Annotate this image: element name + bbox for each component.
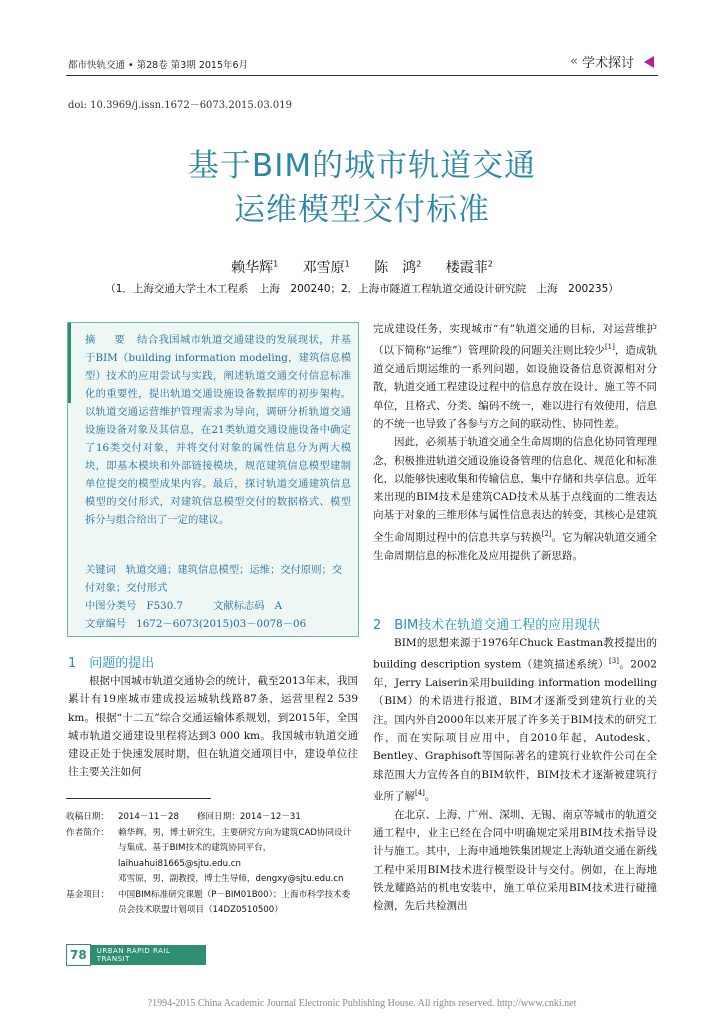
- title-line-2: 运维模型交付标准: [234, 192, 490, 228]
- class-value: F530.7: [146, 600, 184, 612]
- article-label: 文章编号: [85, 618, 127, 630]
- journal-english-name: URBAN RAPID RAIL TRANSIT: [96, 947, 171, 963]
- paragraph: BIM的思想来源于1976年Chuck Eastman教授提出的building description system（建筑描述系统）[3]。2002年，Jerry Laiserin采用building information modelling（BIM）的术语进行报道，BIM才逐渐受到建筑行业的关注。国内外自2000年以来开展了许多关于BIM技术的研究工作，而在实际项目应用中，自2010年起，Autodesk、Bentley、Graphisoft等国际著名的建筑行业软件公司在全球范围大力宣传各自的BIM软件，BIM技术才逐渐被建筑行业所了解[4]。: [373, 637, 657, 803]
- class-label: 中图分类号: [85, 600, 137, 612]
- double-chevron-icon: «: [570, 54, 578, 69]
- title-line-1: 基于BIM的城市轨道交通: [187, 148, 537, 184]
- author: 楼霞菲$^2$: [445, 259, 493, 276]
- article-value: 1672－6073(2015)03－0078－06: [136, 618, 307, 630]
- doc-code-value: A: [274, 600, 283, 612]
- author: 邓雪原$^1$: [302, 259, 350, 276]
- right-column-part-1: [373, 320, 657, 565]
- abstract-box: [67, 322, 359, 637]
- paragraph: 根据中国城市轨道交通协会的统计，截至2013年末，我国累计有19座城市建成投运城轨线路87条，运营里程2 539 km。根据“十二五”综合交通运输体系规划，到2015年，全国城市轨道交通建设里程将达到3 000 km。我国城市轨道交通建设正处于快速发展时期，但在轨道交通项目中，建设单位往往主要关注如何: [68, 675, 358, 779]
- author-bio-row: 作者简介： 赖华辉，男，博士研究生，主要研究方向为建筑CAD协同设计与集成、基于BIM技术的建筑协同平台，laihuahui81665@sjtu.edu.cn: [66, 827, 352, 869]
- author-list: [0, 257, 724, 277]
- paragraph: 因此，必须基于轨道交通全生命周期的信息化协同管理理念，积极推进轨道交通设施设备管理的信息化、规范化和标准化，以能够快速收集和传输信息，集中存储和共享信息。近年来出现的BIM技术是建筑CAD技术从基于点线面的二维表达向基于对象的三维形体与属性信息表达的转变，其核心是建筑全生命周期过程中的信息共享与转换[2]。它为解决轨道交通全生命周期信息的标准化及应用提供了新思路。: [373, 436, 658, 562]
- paragraph: 在北京、上海、广州、深圳、无锡、南京等城市的轨道交通工程中，业主已经在合同中明确规定采用BIM技术指导设计与施工。其中，上海申通地铁集团规定上海轨道交通在新线工程中采用BIM技术进行模型设计与交付。例如，在上海地铁龙耀路站的机电安装中，施工单位采用BIM技术进行碰撞检测，先后共检测出: [373, 808, 657, 913]
- right-column-part-2: [373, 634, 657, 915]
- doi: doi: 10.3969/j.issn.1672－6073.2015.03.019: [68, 100, 292, 111]
- keywords: [85, 561, 351, 597]
- footnote-rule: [66, 798, 211, 799]
- author-bio-row-2: 邓雪原，男，副教授，博士生导师，dengxy@sjtu.edu.cn: [118, 874, 344, 884]
- classification: [85, 597, 351, 615]
- footnotes: [66, 810, 358, 919]
- received-row: 收稿日期： 2014－11－28 修回日期： 2014－12－31: [66, 812, 301, 822]
- abstract-text: [85, 331, 351, 529]
- author: 赖华辉$^1$: [231, 259, 279, 276]
- copyright-line: ?1994-2015 China Academic Journal Electronic Publishing House. All rights reserved. http://www.cnki.net: [147, 998, 577, 1009]
- section-tag: [570, 52, 654, 71]
- paragraph: 完成建设任务，实现城市“有”轨道交通的目标，对运营维护（以下简称“运维”）管理阶段的问题关注则比较少[1]，造成轨道交通后期运维的一系列问题，如设施设备信息资源相对分散，轨道交通工程建设过程中的信息存放在设计、施工等不同单位，且格式、分类、编码不统一，难以进行有效使用，信息的不统一也导致了各参与方之间的联动性、协同性差。: [373, 323, 657, 430]
- keywords-value: 轨道交通；建筑信息模型；运维；交付原则；交付对象；交付形式: [85, 564, 343, 594]
- triangle-marker-icon: [644, 56, 654, 68]
- abstract-label: 摘 要: [85, 334, 130, 346]
- section-2-heading: 2 BIM技术在轨道交通工程的应用现状: [373, 618, 601, 633]
- section-label: 学术探讨: [581, 56, 634, 71]
- abstract-body: 结合我国城市轨道交通建设的发展现状，并基于BIM（building information modeling，建筑信息模型）技术的应用尝试与实践，阐述轨道交通交付信息标准化的重要性，提出轨道交通设施设备数据库的初步架构。以轨道交通运营维护管理需求为导向，调研分析轨道交通设施设备对象及其信息，在21类轨道交通设施设备中确定了16类交付对象，并将交付对象的属性信息分为两大模块，即基本模块和外部链接模块，规范建筑信息模型建制单位提交的模型成果内容。最后，探讨轨道交通建筑信息模型的交付形式，对建筑信息模型交付的数据格式、模型拆分与组合给出了一定的建议。: [85, 334, 352, 526]
- keywords-label: 关键词: [85, 564, 116, 576]
- article-number: [85, 615, 351, 633]
- affiliation: （1．上海交通大学土木工程系 上海 200240；2．上海市隧道工程轨道交通设计研究院 上海 200235）: [105, 283, 619, 295]
- page-footer-bar: [66, 945, 206, 965]
- journal-info: 都市快轨交通 • 第28卷 第3期 2015年6月: [68, 60, 249, 71]
- header-rule: [66, 75, 658, 76]
- section-1-body: [68, 672, 358, 782]
- abstract-accent-bar: [68, 323, 71, 403]
- doc-code-label: 文献标志码: [213, 600, 265, 612]
- page-number: 78: [66, 944, 91, 966]
- section-1-heading: 1 问题的提出: [68, 656, 155, 671]
- fund-row: 基金项目： 中国BIM标准研究课题（P－BIM01B00）；上海市科学技术委员会技术联盟计划项目（14DZ0510500）: [66, 889, 351, 915]
- author: 陈 鸿$^2$: [374, 259, 422, 276]
